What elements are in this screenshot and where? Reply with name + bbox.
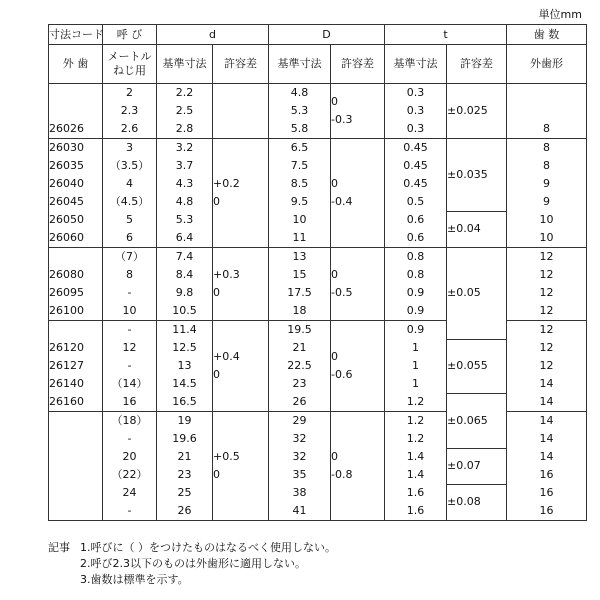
nominal-size: 4 <box>103 175 157 193</box>
teeth-count: 8 <box>507 157 587 175</box>
D-base-value: 23 <box>269 375 331 393</box>
size-code <box>49 248 103 267</box>
d-base-value: 5.3 <box>157 211 213 229</box>
size-code <box>49 448 103 466</box>
d-base-value: 6.4 <box>157 229 213 248</box>
tolerance-value: 0 <box>213 368 220 381</box>
tol-t-cell <box>447 484 507 521</box>
header-external-tooth-form: 外歯形 <box>507 45 587 84</box>
teeth-count: 14 <box>507 393 587 412</box>
teeth-count: 12 <box>507 284 587 302</box>
header-d-tolerance: 許容差 <box>213 45 269 84</box>
tolerance-value: 0 <box>213 195 220 208</box>
header-nominal: 呼 び <box>103 25 157 45</box>
header-t: t <box>385 25 507 45</box>
header-teeth: 歯 数 <box>507 25 587 45</box>
t-base-value: 0.6 <box>385 211 447 229</box>
teeth-count: 12 <box>507 321 587 340</box>
nominal-size: 10 <box>103 302 157 321</box>
size-code: 26050 <box>49 211 103 229</box>
tol-d-cell <box>213 84 269 139</box>
tolerance-value: 0 <box>331 350 339 363</box>
nominal-size: （4.5） <box>103 193 157 211</box>
t-base-value: 0.6 <box>385 229 447 248</box>
nominal-size: 8 <box>103 266 157 284</box>
tol-t-cell <box>447 84 507 139</box>
nominal-size: （14） <box>103 375 157 393</box>
nominal-size: - <box>103 502 157 521</box>
t-base-value: 0.45 <box>385 139 447 158</box>
tolerance-value: ±0.05 <box>447 286 481 300</box>
nominal-size: 5 <box>103 211 157 229</box>
tolerance-value: -0.5 <box>331 286 353 299</box>
t-base-value: 0.8 <box>385 266 447 284</box>
size-code: 26095 <box>49 284 103 302</box>
teeth-count: 10 <box>507 211 587 229</box>
nominal-size: （18） <box>103 412 157 431</box>
tolerance-value: +0.5 <box>213 450 240 463</box>
tol-d-cell <box>213 321 269 412</box>
table-row <box>49 393 587 412</box>
t-base-value: 1 <box>385 375 447 393</box>
table-row <box>49 484 587 502</box>
d-base-value: 2.2 <box>157 84 213 103</box>
table-row <box>49 266 587 284</box>
size-code: 26100 <box>49 302 103 321</box>
tol-d-cell <box>213 139 269 248</box>
size-code: 26035 <box>49 157 103 175</box>
tolerance-value: ±0.035 <box>447 167 488 181</box>
t-base-value: 1.6 <box>385 484 447 502</box>
tolerance-value: 0 <box>331 268 339 281</box>
d-base-value: 14.5 <box>157 375 213 393</box>
size-code: 26026 <box>49 120 103 139</box>
d-base-value: 13 <box>157 357 213 375</box>
size-code <box>49 502 103 521</box>
tol-D-cell <box>331 84 385 139</box>
t-base-value: 1.4 <box>385 466 447 484</box>
header-d-base: 基準寸法 <box>157 45 213 84</box>
D-base-value: 5.8 <box>269 120 331 139</box>
tolerance-value: ±0.07 <box>447 459 481 472</box>
D-base-value: 19.5 <box>269 321 331 340</box>
nominal-size: 12 <box>103 339 157 357</box>
D-base-value: 35 <box>269 466 331 484</box>
D-base-value: 5.3 <box>269 102 331 120</box>
tolerance-value: 0 <box>213 468 220 481</box>
d-base-value: 16.5 <box>157 393 213 412</box>
size-code: 26045 <box>49 193 103 211</box>
d-base-value: 19 <box>157 412 213 431</box>
size-code <box>49 412 103 431</box>
tol-D-cell <box>331 412 385 521</box>
tol-D-cell <box>331 321 385 412</box>
tol-D-cell <box>331 248 385 321</box>
teeth-count: 16 <box>507 484 587 502</box>
nominal-size: - <box>103 357 157 375</box>
teeth-count: 9 <box>507 193 587 211</box>
tolerance-value: -0.4 <box>331 195 353 208</box>
size-code: 26040 <box>49 175 103 193</box>
nominal-size: 2 <box>103 84 157 103</box>
d-base-value: 3.2 <box>157 139 213 158</box>
table-row <box>49 211 587 229</box>
table-row <box>49 139 587 158</box>
tolerance-value: ±0.08 <box>447 495 481 509</box>
d-base-value: 12.5 <box>157 339 213 357</box>
nominal-size: 2.3 <box>103 102 157 120</box>
tolerance-value: -0.6 <box>331 368 353 381</box>
t-base-value: 0.5 <box>385 193 447 211</box>
table-row <box>49 84 587 103</box>
table-row <box>49 412 587 431</box>
header-code: 寸法コード <box>49 25 103 45</box>
d-base-value: 8.4 <box>157 266 213 284</box>
D-base-value: 6.5 <box>269 139 331 158</box>
D-base-value: 26 <box>269 393 331 412</box>
d-base-value: 26 <box>157 502 213 521</box>
tolerance-value: +0.2 <box>213 177 240 190</box>
teeth-count: 10 <box>507 229 587 248</box>
tolerance-value: 0 <box>331 177 339 190</box>
teeth-count: 8 <box>507 139 587 158</box>
D-base-value: 32 <box>269 430 331 448</box>
t-base-value: 1.2 <box>385 412 447 431</box>
tol-d-cell <box>213 248 269 321</box>
size-code: 26030 <box>49 139 103 158</box>
table-row <box>49 302 587 321</box>
table-row <box>49 193 587 211</box>
tol-t-cell <box>447 339 507 393</box>
size-code: 26127 <box>49 357 103 375</box>
teeth-count: 14 <box>507 430 587 448</box>
D-base-value: 15 <box>269 266 331 284</box>
nominal-size: 20 <box>103 448 157 466</box>
t-base-value: 1 <box>385 357 447 375</box>
d-base-value: 2.8 <box>157 120 213 139</box>
D-base-value: 21 <box>269 339 331 357</box>
D-base-value: 18 <box>269 302 331 321</box>
teeth-count <box>507 84 587 103</box>
t-base-value: 0.45 <box>385 175 447 193</box>
t-base-value: 0.3 <box>385 120 447 139</box>
t-base-value: 1.2 <box>385 430 447 448</box>
size-code <box>49 84 103 103</box>
tolerance-value: ±0.055 <box>447 359 488 372</box>
t-base-value: 0.3 <box>385 102 447 120</box>
D-base-value: 8.5 <box>269 175 331 193</box>
tol-d-cell <box>213 412 269 521</box>
D-base-value: 7.5 <box>269 157 331 175</box>
notes <box>48 540 336 588</box>
d-base-value: 21 <box>157 448 213 466</box>
t-base-value: 1.4 <box>385 448 447 466</box>
nominal-size: （7） <box>103 248 157 267</box>
header-D: D <box>269 25 385 45</box>
header-D-base: 基準寸法 <box>269 45 331 84</box>
teeth-count: 14 <box>507 448 587 466</box>
table-row <box>49 339 587 357</box>
teeth-count: 9 <box>507 175 587 193</box>
d-base-value: 4.3 <box>157 175 213 193</box>
table-row <box>49 248 587 267</box>
tol-t-cell <box>447 448 507 484</box>
header-d: d <box>157 25 269 45</box>
tolerance-value: -0.8 <box>331 468 353 481</box>
table-row <box>49 229 587 248</box>
size-code: 26140 <box>49 375 103 393</box>
nominal-size: - <box>103 430 157 448</box>
table-row <box>49 157 587 175</box>
size-code <box>49 321 103 340</box>
t-base-value: 0.9 <box>385 284 447 302</box>
D-base-value: 38 <box>269 484 331 502</box>
table-row <box>49 284 587 302</box>
D-base-value: 11 <box>269 229 331 248</box>
t-base-value: 0.9 <box>385 321 447 340</box>
teeth-count: 12 <box>507 266 587 284</box>
D-base-value: 4.8 <box>269 84 331 103</box>
nominal-size: - <box>103 321 157 340</box>
t-base-value: 0.45 <box>385 157 447 175</box>
size-code <box>49 430 103 448</box>
tolerance-value: 0 <box>331 95 339 108</box>
D-base-value: 22.5 <box>269 357 331 375</box>
nominal-size: 3 <box>103 139 157 158</box>
teeth-count: 12 <box>507 339 587 357</box>
tolerance-value: 0 <box>331 450 339 463</box>
table-row <box>49 502 587 521</box>
d-base-value: 2.5 <box>157 102 213 120</box>
teeth-count: 16 <box>507 502 587 521</box>
t-base-value: 0.9 <box>385 302 447 321</box>
table-row <box>49 102 587 120</box>
t-base-value: 1.2 <box>385 393 447 412</box>
tolerance-value: 0 <box>213 286 220 299</box>
note-item: 2.呼び2.3以下のものは外歯形に適用しない。 <box>80 557 306 570</box>
D-base-value: 41 <box>269 502 331 521</box>
nominal-size: （3.5） <box>103 157 157 175</box>
note-item: 3.歯数は標準を示す。 <box>80 573 189 586</box>
nominal-size: - <box>103 284 157 302</box>
t-base-value: 1.6 <box>385 502 447 521</box>
D-base-value: 29 <box>269 412 331 431</box>
nominal-size: 16 <box>103 393 157 412</box>
nominal-size: 6 <box>103 229 157 248</box>
tol-D-cell <box>331 139 385 248</box>
teeth-count: 12 <box>507 357 587 375</box>
d-base-value: 23 <box>157 466 213 484</box>
table-row <box>49 321 587 340</box>
d-base-value: 7.4 <box>157 248 213 267</box>
t-base-value: 0.3 <box>385 84 447 103</box>
D-base-value: 17.5 <box>269 284 331 302</box>
notes-label: 記事 <box>48 541 70 554</box>
d-base-value: 11.4 <box>157 321 213 340</box>
d-base-value: 25 <box>157 484 213 502</box>
size-code: 26120 <box>49 339 103 357</box>
nominal-size: 24 <box>103 484 157 502</box>
table-row <box>49 175 587 193</box>
size-code: 26080 <box>49 266 103 284</box>
unit-label: 単位mm <box>538 8 582 21</box>
table-row <box>49 120 587 139</box>
tol-t-cell <box>447 211 507 248</box>
D-base-value: 10 <box>269 211 331 229</box>
teeth-count: 16 <box>507 466 587 484</box>
D-base-value: 13 <box>269 248 331 267</box>
table-row <box>49 466 587 484</box>
nominal-size: 2.6 <box>103 120 157 139</box>
tol-t-cell <box>447 248 507 340</box>
d-base-value: 10.5 <box>157 302 213 321</box>
header-metric-thread: メートル ねじ用 <box>103 45 157 84</box>
table-row <box>49 375 587 393</box>
size-code <box>49 466 103 484</box>
tol-t-cell <box>447 393 507 448</box>
note-item: 1.呼びに（ ）をつけたものはなるべく使用しない。 <box>80 541 336 554</box>
d-base-value: 19.6 <box>157 430 213 448</box>
washer-spec-table <box>48 24 587 521</box>
d-base-value: 3.7 <box>157 157 213 175</box>
header-t-tolerance: 許容差 <box>447 45 507 84</box>
nominal-size: （22） <box>103 466 157 484</box>
tolerance-value: +0.3 <box>213 268 240 281</box>
table-row <box>49 448 587 466</box>
header-D-tolerance: 許容差 <box>331 45 385 84</box>
teeth-count: 12 <box>507 302 587 321</box>
size-code: 26160 <box>49 393 103 412</box>
teeth-count <box>507 102 587 120</box>
tolerance-value: ±0.065 <box>447 413 488 427</box>
d-base-value: 9.8 <box>157 284 213 302</box>
tolerance-value: ±0.025 <box>447 104 488 117</box>
teeth-count: 14 <box>507 412 587 431</box>
D-base-value: 32 <box>269 448 331 466</box>
D-base-value: 9.5 <box>269 193 331 211</box>
header-t-base: 基準寸法 <box>385 45 447 84</box>
size-code: 26060 <box>49 229 103 248</box>
size-code <box>49 484 103 502</box>
table-row <box>49 430 587 448</box>
teeth-count: 8 <box>507 120 587 139</box>
teeth-count: 12 <box>507 248 587 267</box>
header-external-teeth: 外 歯 <box>49 45 103 84</box>
t-base-value: 0.8 <box>385 248 447 267</box>
table-row <box>49 357 587 375</box>
tolerance-value: -0.3 <box>331 113 353 126</box>
tolerance-value: +0.4 <box>213 350 240 363</box>
tolerance-value: ±0.04 <box>447 222 481 236</box>
tol-t-cell <box>447 139 507 212</box>
teeth-count: 14 <box>507 375 587 393</box>
t-base-value: 1 <box>385 339 447 357</box>
size-code <box>49 102 103 120</box>
d-base-value: 4.8 <box>157 193 213 211</box>
